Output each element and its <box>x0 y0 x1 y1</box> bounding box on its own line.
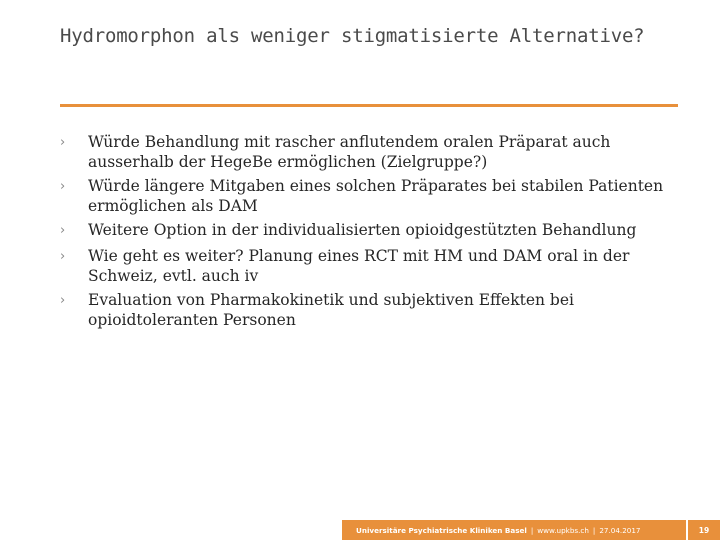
bullet-text: Würde Behandlung mit rascher anflutendem oralen Präparat auch ausserhalb der HegeBe ermöglichen (Zielgruppe?) <box>88 133 611 171</box>
chevron-right-icon: › <box>60 223 66 238</box>
bullet-list <box>60 132 670 334</box>
footer-date: 27.04.2017 <box>599 525 641 535</box>
chevron-right-icon: › <box>60 135 66 150</box>
footer-separator: | <box>530 525 534 535</box>
page-number: 19 <box>688 520 720 540</box>
bullet-text: Wie geht es weiter? Planung eines RCT mit HM und DAM oral in der Schweiz, evtl. auch iv <box>88 247 630 285</box>
footer-website[interactable]: www.upkbs.ch <box>537 525 589 535</box>
bullet-text: Weitere Option in der individualisierten opioidgestützten Behandlung <box>88 221 637 239</box>
slide-title: Hydromorphon als weniger stigmatisierte Alternative? <box>60 25 645 47</box>
list-item <box>60 176 670 216</box>
list-item <box>60 132 670 172</box>
list-item <box>60 290 670 330</box>
bullet-text: Evaluation von Pharmakokinetik und subjektiven Effekten bei opioidtoleranten Personen <box>88 291 574 329</box>
title-divider <box>60 104 678 107</box>
bullet-text: Würde längere Mitgaben eines solchen Präparates bei stabilen Patienten ermöglichen als DAM <box>88 177 664 215</box>
chevron-right-icon: › <box>60 179 66 194</box>
footer-institution: Universitäre Psychiatrische Kliniken Basel <box>356 525 527 535</box>
footer-separator: | <box>592 525 596 535</box>
footer-bar <box>342 520 686 540</box>
list-item <box>60 220 670 242</box>
chevron-right-icon: › <box>60 293 66 308</box>
chevron-right-icon: › <box>60 249 66 264</box>
list-item <box>60 246 670 286</box>
